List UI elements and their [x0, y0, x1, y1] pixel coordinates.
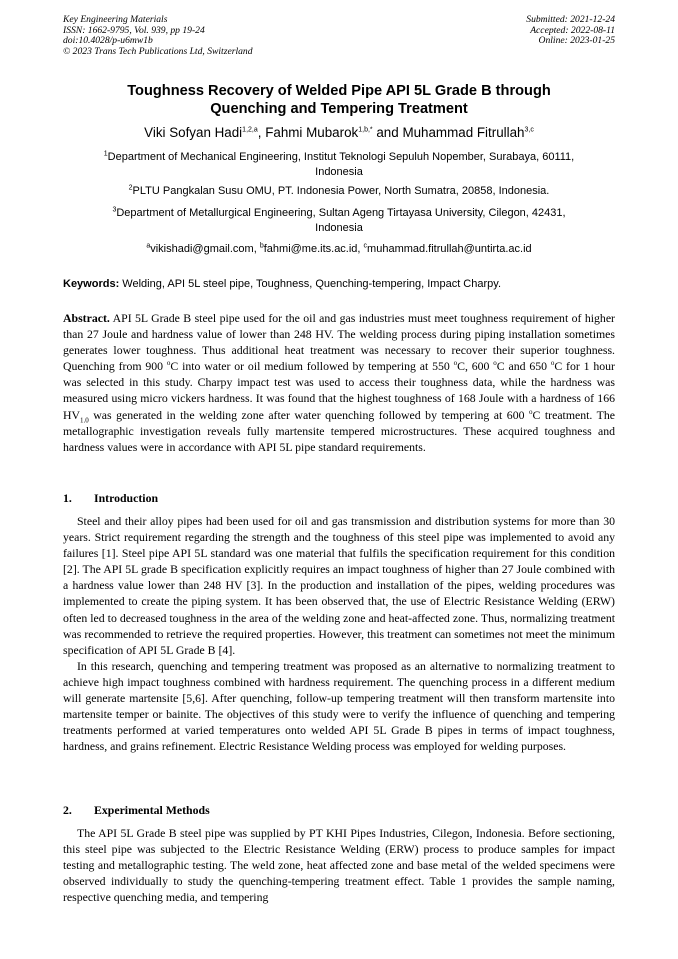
journal-issn: ISSN: 1662-9795, Vol. 939, pp 19-24: [63, 24, 205, 36]
section-1-paragraph-1: Steel and their alloy pipes had been used for oil and gas transmission and distribution systems for more than 30 years. Strict requirement regarding the strength and the toughness of this steel pipe was implemented to avoid any failures [1]. Steel pipe API 5L standard was one material that fulfils the specification requirement for this condition [2]. The API 5L grade B specification explicitly requires an impact toughness of higher than 27 Joule combined with a hardness value lower than 248 HV [3]. In the production and installation of the pipes, welding procedures was implemented to create the piping system. It has been observed that, the use of Electric Resistance Welding (ERW) often led to decreased toughness in the area of the welding zone and heat-affected zone. Thus, normalizing treatment was recommended to retrieve the required properties. However, this treatment can sometimes not meet the minimum specification of API 5L Grade B [4].: [63, 514, 615, 657]
abstract-text-7: C treatment. The metallographic investigation reveals fully martensite tempered microstructures. These acquired toughness and hardness values were in accordance with API 5L pipe standard requirements.: [63, 407, 615, 454]
section-2-body: [63, 825, 615, 905]
author-list: [63, 125, 615, 141]
affiliation-3: [63, 206, 615, 235]
paper-title: [63, 82, 615, 118]
title-line-1: Toughness Recovery of Welded Pipe API 5L Grade B through: [127, 83, 551, 99]
online-date: Online: 2023-01-25: [538, 35, 615, 46]
author-3: Muhammad Fitrullah: [402, 125, 525, 140]
abstract-text-6: was generated in the welding zone after water quenching followed by tempering at 600: [88, 407, 530, 422]
section-2-number: 2.: [63, 803, 72, 817]
journal-info: [63, 15, 253, 57]
email-c-mark: c: [363, 242, 368, 250]
degree-mark: o: [166, 359, 171, 368]
abstract: [63, 310, 615, 455]
keywords: [63, 277, 615, 291]
email-c[interactable]: muhammad.fitrullah@untirta.ac.id: [367, 243, 532, 255]
submission-dates: [526, 15, 615, 47]
keywords-text: Welding, API 5L steel pipe, Toughness, Quenching-tempering, Impact Charpy.: [119, 278, 502, 290]
author-1-affil: 1,2,a: [242, 126, 258, 134]
email-a[interactable]: vikishadi@gmail.com,: [150, 243, 260, 255]
section-1-number: 1.: [63, 491, 72, 505]
section-1-heading: [63, 491, 158, 505]
affiliation-2-text: PLTU Pangkalan Susu OMU, PT. Indonesia Power, North Sumatra, 20858, Indonesia.: [132, 185, 550, 197]
section-2-paragraph-1: The API 5L Grade B steel pipe was supplied by PT KHI Pipes Industries, Cilegon, Indonesia. Before sectioning, this steel pipe was subjected to the Electric Resistance Welding (ERW) process to produce samples for impact testing and metallographic testing. The weld zone, heat affected zone and base metal of the welded specimens were observed individually to study the quenching-tempering treatment effect. Table 1 provides the sample naming, respective quenching media, and tempering: [63, 826, 615, 905]
journal-doi[interactable]: doi:10.4028/p-u6mw1b: [63, 35, 153, 46]
author-sep-1: ,: [257, 125, 266, 140]
keywords-label: Keywords:: [63, 278, 120, 290]
section-1-body: [63, 513, 615, 754]
section-1-paragraph-2: In this research, quenching and tempering treatment was proposed as an alternative to normalizing treatment to achieve high impact toughness combined with hardness requirement. The quenching process in a different medium will generate martensite [5,6]. After quenching, follow-up tempering treatment will then transform martensite into martensite temper or bainite. The objectives of this study were to verify the influence of quenching and tempering treatments performed at varied temperatures onto welded API 5L Grade B pipes in terms of impact toughness, hardness, and grains refinement. Electric Resistance Welding process was employed for welding purposes.: [63, 658, 615, 754]
section-1-title: Introduction: [94, 491, 159, 505]
abstract-text-1: API 5L Grade B steel pipe used for the oil and gas industries must meet toughness requirement of higher than 27 Joule and hardness value of lower than 248 HV. The welding process during piping installation sometimes generates lower toughness. Thus additional heat treatment was necessary to recover their superior toughness. Quenching from 900: [63, 311, 615, 374]
abstract-text-4: C and 650: [496, 359, 551, 374]
affiliation-2-mark: 2: [128, 184, 133, 192]
author-2-affil: 1,b,*: [358, 126, 373, 134]
affiliation-1-line-2: Indonesia: [315, 165, 363, 178]
affiliation-3-line-2: Indonesia: [315, 221, 363, 234]
author-emails: [63, 242, 615, 257]
affiliation-1: [63, 150, 615, 179]
email-b-mark: b: [259, 242, 264, 250]
title-line-2: Quenching and Tempering Treatment: [210, 101, 468, 117]
degree-mark: o: [493, 359, 497, 368]
abstract-text-3: C, 600: [457, 359, 494, 374]
submitted-date: Submitted: 2021-12-24: [526, 14, 615, 25]
author-3-affil: 3,c: [524, 126, 534, 134]
author-1: Viki Sofyan Hadi: [144, 125, 243, 140]
degree-mark: o: [550, 359, 555, 368]
abstract-label: Abstract.: [63, 311, 110, 325]
affiliation-1-line-1: Department of Mechanical Engineering, Institut Teknologi Sepuluh Nopember, Surabaya, 60111,: [107, 151, 575, 163]
journal-copyright: © 2023 Trans Tech Publications Ltd, Switzerland: [63, 45, 253, 57]
email-a-mark: a: [146, 242, 151, 250]
affiliation-2: [63, 184, 615, 199]
degree-mark: o: [529, 407, 533, 416]
author-sep-2: and: [372, 125, 403, 140]
section-2-title: Experimental Methods: [94, 803, 210, 817]
affiliation-3-line-1: Department of Metallurgical Engineering, Sultan Ageng Tirtayasa University, Cilegon, 42431,: [116, 207, 566, 219]
hv-subscript: 1.0: [80, 415, 89, 424]
email-b[interactable]: fahmi@me.its.ac.id,: [263, 243, 364, 255]
journal-name: Key Engineering Materials: [63, 14, 168, 25]
abstract-text-2: C into water or oil medium followed by tempering at 550: [170, 359, 454, 374]
author-2: Fahmi Mubarok: [265, 125, 359, 140]
accepted-date: Accepted: 2022-08-11: [530, 24, 615, 36]
affiliation-3-mark: 3: [112, 206, 117, 214]
affiliation-1-mark: 1: [103, 150, 108, 158]
section-2-heading: [63, 803, 210, 817]
degree-mark: o: [453, 359, 458, 368]
abstract-text-5: C for 1 hour was selected in this study. Charpy impact test was used to access their toughness data, while the hardness was measured using micro vickers hardness. It was found that the highest toughness of 168 Joule with a hardness of 166 HV: [63, 359, 615, 422]
